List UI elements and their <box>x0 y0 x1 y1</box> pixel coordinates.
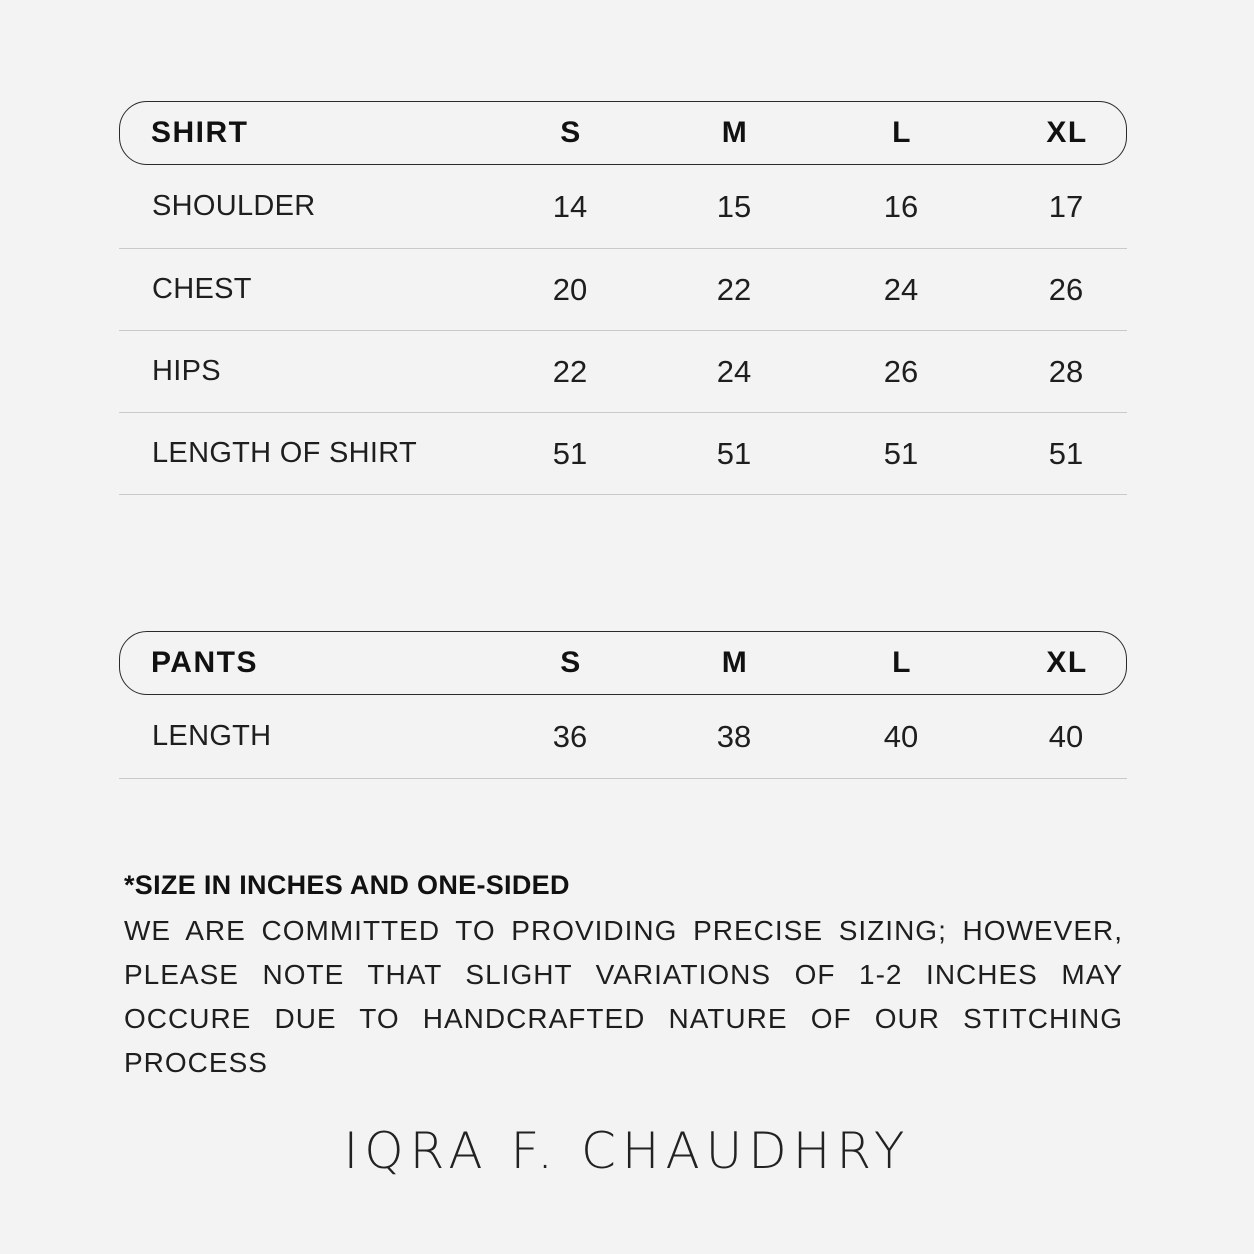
note-title: *SIZE IN INCHES AND ONE-SIDED <box>124 870 570 900</box>
row-label: LENGTH <box>152 720 272 752</box>
shirt-table-header <box>119 101 1127 165</box>
header-size-s: S <box>560 116 582 149</box>
shirt-size-table <box>119 101 1127 495</box>
row-value: 24 <box>716 353 752 389</box>
row-label: SHOULDER <box>152 190 316 222</box>
table-row <box>119 165 1127 249</box>
row-value: 17 <box>1048 188 1084 224</box>
row-label: LENGTH OF SHIRT <box>152 437 417 469</box>
row-value: 24 <box>883 271 919 307</box>
table-row <box>119 695 1127 779</box>
header-title: PANTS <box>151 646 258 679</box>
table-row <box>119 413 1127 495</box>
row-value: 28 <box>1048 353 1084 389</box>
sizing-note <box>124 870 1123 1085</box>
header-size-l: L <box>892 116 912 149</box>
table-row <box>119 249 1127 331</box>
row-value: 51 <box>1048 435 1084 471</box>
row-value: 16 <box>883 188 919 224</box>
header-size-m: M <box>721 646 749 679</box>
row-value: 40 <box>1048 718 1084 754</box>
row-value: 36 <box>552 718 588 754</box>
header-size-m: M <box>721 116 749 149</box>
row-value: 38 <box>716 718 752 754</box>
row-value: 51 <box>552 435 588 471</box>
row-value: 15 <box>716 188 752 224</box>
pants-table-header <box>119 631 1127 695</box>
table-row <box>119 331 1127 413</box>
row-value: 26 <box>1048 271 1084 307</box>
row-value: 51 <box>716 435 752 471</box>
header-title: SHIRT <box>151 116 249 149</box>
row-value: 22 <box>716 271 752 307</box>
row-value: 22 <box>552 353 588 389</box>
row-value: 51 <box>883 435 919 471</box>
header-size-s: S <box>560 646 582 679</box>
row-value: 20 <box>552 271 588 307</box>
header-size-xl: XL <box>1046 116 1088 149</box>
row-label: CHEST <box>152 273 252 305</box>
row-value: 14 <box>552 188 588 224</box>
header-size-l: L <box>892 646 912 679</box>
row-value: 40 <box>883 718 919 754</box>
brand-logo: IQRA F. CHAUDHRY <box>343 1122 911 1180</box>
row-label: HIPS <box>152 355 221 387</box>
note-text: WE ARE COMMITTED TO PROVIDING PRECISE SIZING; HOWEVER, PLEASE NOTE THAT SLIGHT VARIATIONS OF 1-2 INCHES MAY OCCURE DUE TO HANDCRAFTED NATURE OF OUR STITCHING PROCESS <box>124 915 1123 1078</box>
row-value: 26 <box>883 353 919 389</box>
header-size-xl: XL <box>1046 646 1088 679</box>
pants-size-table <box>119 631 1127 779</box>
